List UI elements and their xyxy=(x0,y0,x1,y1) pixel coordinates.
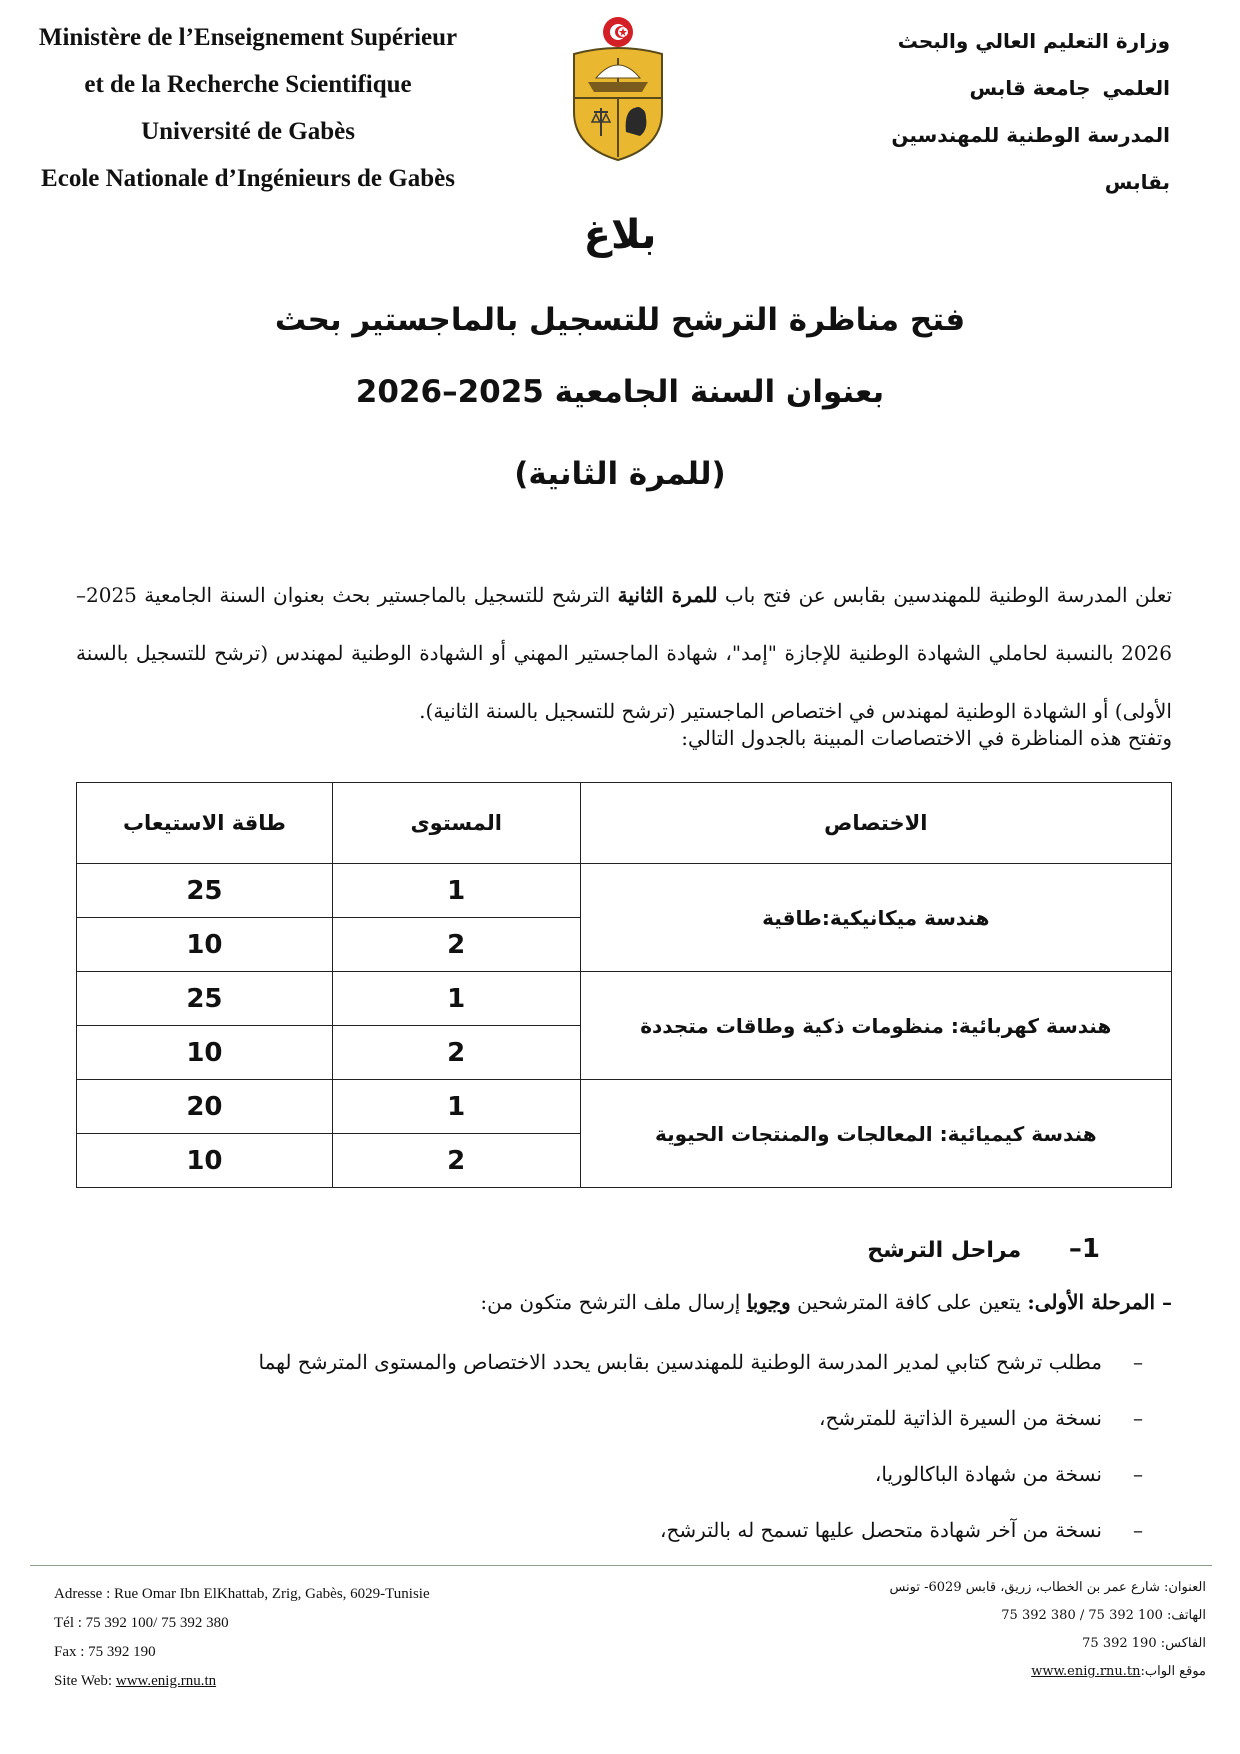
footer-web-fr xyxy=(54,1667,430,1696)
capacity-cell: 20 xyxy=(77,1080,333,1134)
stage-one-text-b: إرسال ملف الترشح متكون من: xyxy=(480,1290,741,1314)
section-number: 1– xyxy=(1068,1234,1100,1264)
footer-fax-fr: Fax : 75 392 190 xyxy=(54,1644,156,1660)
list-item: – نسخة من السيرة الذاتية للمترشح، xyxy=(96,1390,1156,1446)
list-item: – مطلب ترشح كتابي لمدير المدرسة الوطنية للمهندسين بقابس يحدد الاختصاص والمستوى المترشح لهما xyxy=(96,1334,1156,1390)
tunisia-coat-of-arms-icon xyxy=(566,12,670,162)
table-row xyxy=(77,1080,1172,1134)
footer-arabic xyxy=(889,1574,1206,1686)
table-row xyxy=(77,864,1172,918)
capacity-cell: 10 xyxy=(77,918,333,972)
required-documents-list xyxy=(96,1334,1156,1558)
intro-part2: الترشح للتسجيل بالماجستير بحث بعنوان السنة الجامعية 2025–2026 بالنسبة لحاملي الشهادة الوطنية للإجازة "إمد"، شهادة الماجستير المهني أو الشهادة الوطنية لمهندس (ترشح للتسجيل بالسنة الأولى) أو الشهادة الوطنية لمهندس في اختصاص الماجستير (ترشح للتسجيل بالسنة الثانية). xyxy=(76,583,1172,723)
list-item: – نسخة من شهادة الباكالوريا، xyxy=(96,1446,1156,1502)
notice-title: بلاغ xyxy=(583,212,657,258)
university-ar: جامعة قابس xyxy=(969,76,1091,100)
specialty-cell: هندسة ميكانيكية:طاقية xyxy=(580,864,1171,972)
section-title: مراحل الترشح xyxy=(867,1238,1022,1263)
header-capacity: طاقة الاستيعاب xyxy=(77,783,333,864)
footer-french xyxy=(54,1580,430,1696)
footer-web-label-ar: موقع الواب: xyxy=(1140,1664,1206,1679)
intro-bold: للمرة الثانية xyxy=(617,583,718,607)
university-fr: Université de Gabès xyxy=(141,118,355,145)
academic-year-title: بعنوان السنة الجامعية 2025–2026 xyxy=(355,374,885,410)
level-cell: 2 xyxy=(332,1134,580,1188)
header-level: المستوى xyxy=(332,783,580,864)
school-ar: المدرسة الوطنية للمهندسين بقابس xyxy=(891,123,1170,194)
ministry-fr: Ministère de l’Enseignement Supérieur xyxy=(38,24,458,51)
specialties-table xyxy=(76,782,1172,1188)
level-cell: 2 xyxy=(332,918,580,972)
header-specialty: الاختصاص xyxy=(580,783,1171,864)
stage-one-text-a: يتعين على كافة المترشحين xyxy=(797,1290,1021,1314)
stage-one-label: – المرحلة الأولى: xyxy=(1027,1290,1172,1314)
specialty-cell: هندسة كهربائية: منظومات ذكية وطاقات متجددة xyxy=(580,972,1171,1080)
capacity-cell: 10 xyxy=(77,1026,333,1080)
footer-web-ar xyxy=(889,1658,1206,1686)
header-french-block xyxy=(28,14,468,202)
footer-divider xyxy=(30,1565,1212,1566)
ministry-ar: وزارة التعليم العالي والبحث العلمي xyxy=(897,29,1170,100)
website-link-fr[interactable]: www.enig.rnu.tn xyxy=(115,1673,217,1689)
intro-part1: تعلن المدرسة الوطنية للمهندسين بقابس عن فتح باب xyxy=(724,583,1173,607)
second-call-title: (للمرة الثانية) xyxy=(514,456,726,492)
section-heading xyxy=(867,1234,1100,1264)
table-header-row xyxy=(77,783,1172,864)
website-link-ar[interactable]: www.enig.rnu.tn xyxy=(1031,1664,1141,1679)
capacity-cell: 25 xyxy=(77,972,333,1026)
capacity-cell: 10 xyxy=(77,1134,333,1188)
footer-tel-ar: الهاتف: 100 392 75 / 380 392 75 xyxy=(1001,1608,1206,1623)
level-cell: 1 xyxy=(332,864,580,918)
level-cell: 1 xyxy=(332,972,580,1026)
stage-one-underlined: وجوبا xyxy=(746,1290,791,1314)
stage-one xyxy=(72,1290,1172,1314)
competition-title: فتح مناظرة الترشح للتسجيل بالماجستير بحث xyxy=(274,302,966,338)
footer-fax-ar: الفاكس: 190 392 75 xyxy=(1082,1636,1206,1651)
level-cell: 2 xyxy=(332,1026,580,1080)
footer-web-label-fr: Site Web: xyxy=(54,1673,116,1689)
footer-tel-fr: Tél : 75 392 100/ 75 392 380 xyxy=(54,1615,229,1631)
level-cell: 1 xyxy=(332,1080,580,1134)
specialty-cell: هندسة كيميائية: المعالجات والمنتجات الحيوية xyxy=(580,1080,1171,1188)
footer-address-ar: العنوان: شارع عمر بن الخطاب، زريق، قابس 6029- تونس xyxy=(889,1580,1206,1595)
footer-address-fr: Adresse : Rue Omar Ibn ElKhattab, Zrig, Gabès, 6029-Tunisie xyxy=(54,1586,430,1602)
table-row xyxy=(77,972,1172,1026)
ministry-fr-2: et de la Recherche Scientifique xyxy=(84,71,412,98)
school-fr: Ecole Nationale d’Ingénieurs de Gabès xyxy=(41,165,455,192)
capacity-cell: 25 xyxy=(77,864,333,918)
list-item: – نسخة من آخر شهادة متحصل عليها تسمح له بالترشح، xyxy=(96,1502,1156,1558)
intro-table-lead: وتفتح هذه المناظرة في الاختصاصات المبينة بالجدول التالي: xyxy=(681,726,1172,750)
header-arabic-block xyxy=(850,18,1170,194)
intro-paragraph xyxy=(76,566,1172,740)
